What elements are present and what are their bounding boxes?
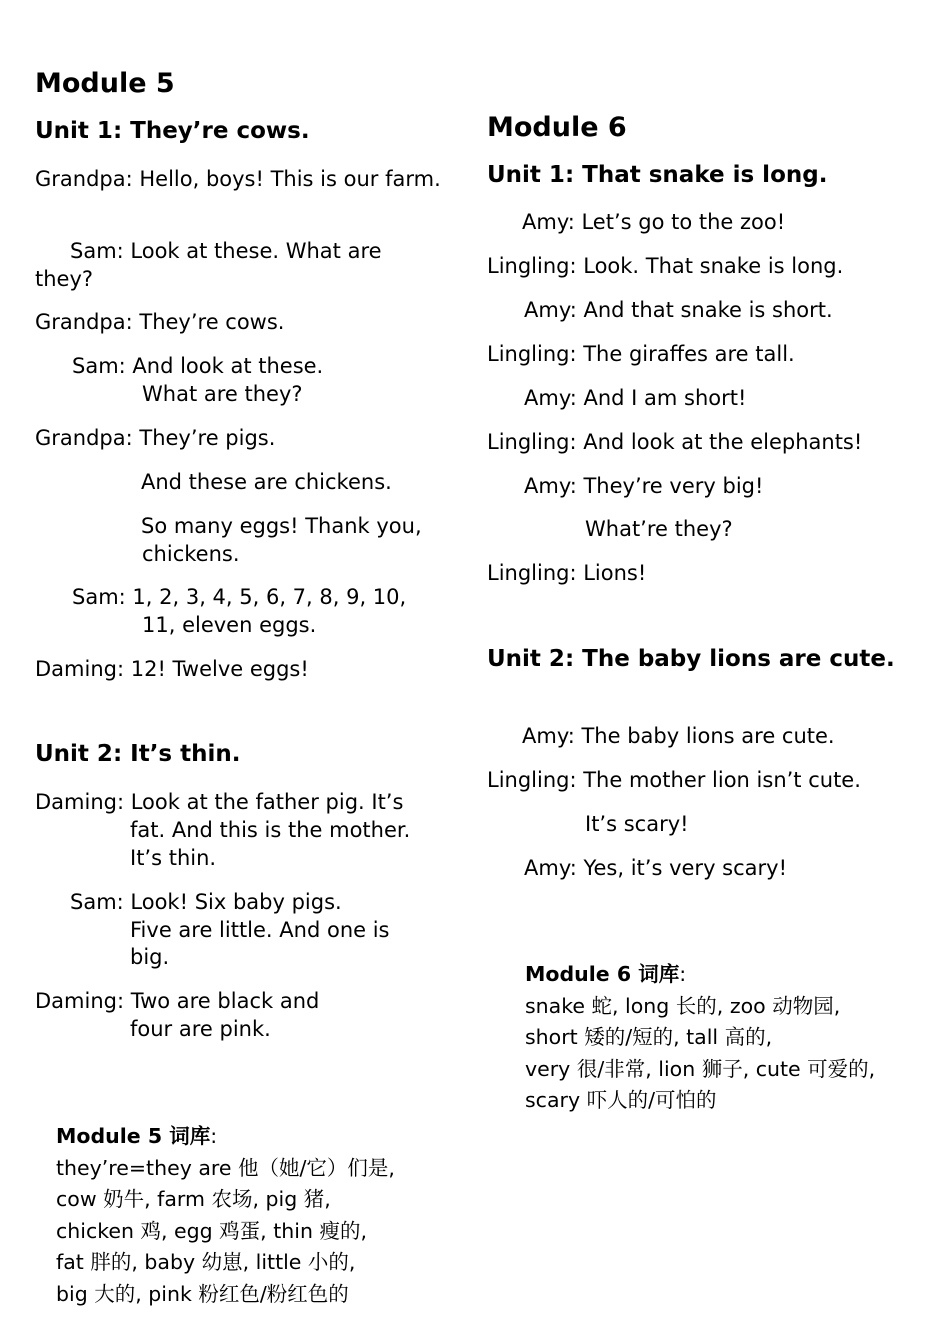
m6u1-line-5: Amy: And I am short! — [524, 386, 747, 410]
m5-vocab-line-5: big 大的, pink 粉红色/粉红色的 — [56, 1281, 349, 1306]
m5-unit2-title: Unit 2: It’s thin. — [35, 741, 241, 767]
m5u2-line-3a: Daming: Two are black and — [35, 989, 320, 1013]
m6u1-line-6: Lingling: And look at the elephants! — [487, 430, 863, 454]
m5u1-line-3: Grandpa: They’re cows. — [35, 310, 285, 334]
m6u1-line-3: Amy: And that snake is short. — [524, 298, 833, 322]
m6u2-line-3: It’s scary! — [585, 812, 689, 836]
m5u1-line-2a: Sam: Look at these. What are — [70, 239, 382, 263]
module5-title: Module 5 — [35, 68, 175, 99]
m6u1-line-9: Lingling: Lions! — [487, 561, 647, 585]
m6-vocab-line-2: short 矮的/短的, tall 高的, — [525, 1025, 773, 1049]
m6-vocab-heading — [525, 959, 875, 991]
m5u2-line-2a: Sam: Look! Six baby pigs. — [70, 890, 342, 914]
m5u1-line-4b: What are they? — [142, 382, 303, 406]
m6-unit2-title: Unit 2: The baby lions are cute. — [487, 646, 895, 672]
m6u2-line-1: Amy: The baby lions are cute. — [522, 724, 835, 748]
m5u1-line-8a: Sam: 1, 2, 3, 4, 5, 6, 7, 8, 9, 10, — [72, 585, 407, 609]
m5u2-line-1b: fat. And this is the mother. — [130, 818, 411, 842]
module6-title: Module 6 — [487, 112, 627, 143]
m6-vocab-colon: : — [679, 962, 687, 986]
module5-vocabulary — [56, 1121, 395, 1310]
m5-vocab-line-3: chicken 鸡, egg 鸡蛋, thin 瘦的, — [56, 1218, 367, 1243]
m5u1-line-8b: 11, eleven eggs. — [142, 613, 317, 637]
m6u1-line-8: What’re they? — [585, 517, 733, 541]
m5u2-line-3b: four are pink. — [130, 1017, 271, 1041]
m6u1-line-7: Amy: They’re very big! — [524, 474, 764, 498]
m5-vocab-line-4: fat 胖的, baby 幼崽, little 小的, — [56, 1250, 356, 1274]
m6u2-line-2: Lingling: The mother lion isn’t cute. — [487, 768, 861, 792]
m5u1-line-4a: Sam: And look at these. — [72, 354, 324, 378]
m5u1-line-1: Grandpa: Hello, boys! This is our farm. — [35, 167, 441, 191]
m5u1-line-2b: they? — [35, 267, 94, 291]
m5u1-line-9: Daming: 12! Twelve eggs! — [35, 657, 309, 681]
m6-vocab-line-4: scary 吓人的/可怕的 — [525, 1088, 717, 1112]
m6u1-line-1: Amy: Let’s go to the zoo! — [522, 210, 786, 234]
m6-vocab-title: Module 6 词库 — [525, 962, 680, 986]
m5-vocab-colon: : — [210, 1124, 218, 1148]
m5u1-line-5: Grandpa: They’re pigs. — [35, 426, 276, 450]
m5u2-line-2b: Five are little. And one is — [130, 918, 390, 942]
module6-vocabulary — [525, 959, 875, 1117]
m5u1-line-7b: chickens. — [142, 542, 240, 566]
m5u1-line-6: And these are chickens. — [141, 470, 392, 494]
m5u2-line-1c: It’s thin. — [130, 846, 217, 870]
m5-vocab-heading — [56, 1121, 395, 1153]
m5-unit1-title: Unit 1: They’re cows. — [35, 118, 310, 144]
m6-vocab-line-3: very 很/非常, lion 狮子, cute 可爱的, — [525, 1056, 876, 1081]
m6u2-line-4: Amy: Yes, it’s very scary! — [524, 856, 788, 880]
m5-vocab-line-2: cow 奶牛, farm 农场, pig 猪, — [56, 1187, 331, 1211]
m5-vocab-line-1: they’re=they are 他（她/它）们是, — [56, 1155, 395, 1180]
m6u1-line-4: Lingling: The giraffes are tall. — [487, 342, 795, 366]
m6-vocab-line-1: snake 蛇, long 长的, zoo 动物园, — [525, 993, 841, 1018]
m5-vocab-title: Module 5 词库 — [56, 1124, 211, 1148]
m5u2-line-2c: big. — [130, 945, 170, 969]
m6-unit1-title: Unit 1: That snake is long. — [487, 162, 828, 188]
m5u2-line-1a: Daming: Look at the father pig. It’s — [35, 790, 404, 814]
m5u1-line-7a: So many eggs! Thank you, — [141, 514, 422, 538]
m6u1-line-2: Lingling: Look. That snake is long. — [487, 254, 844, 278]
